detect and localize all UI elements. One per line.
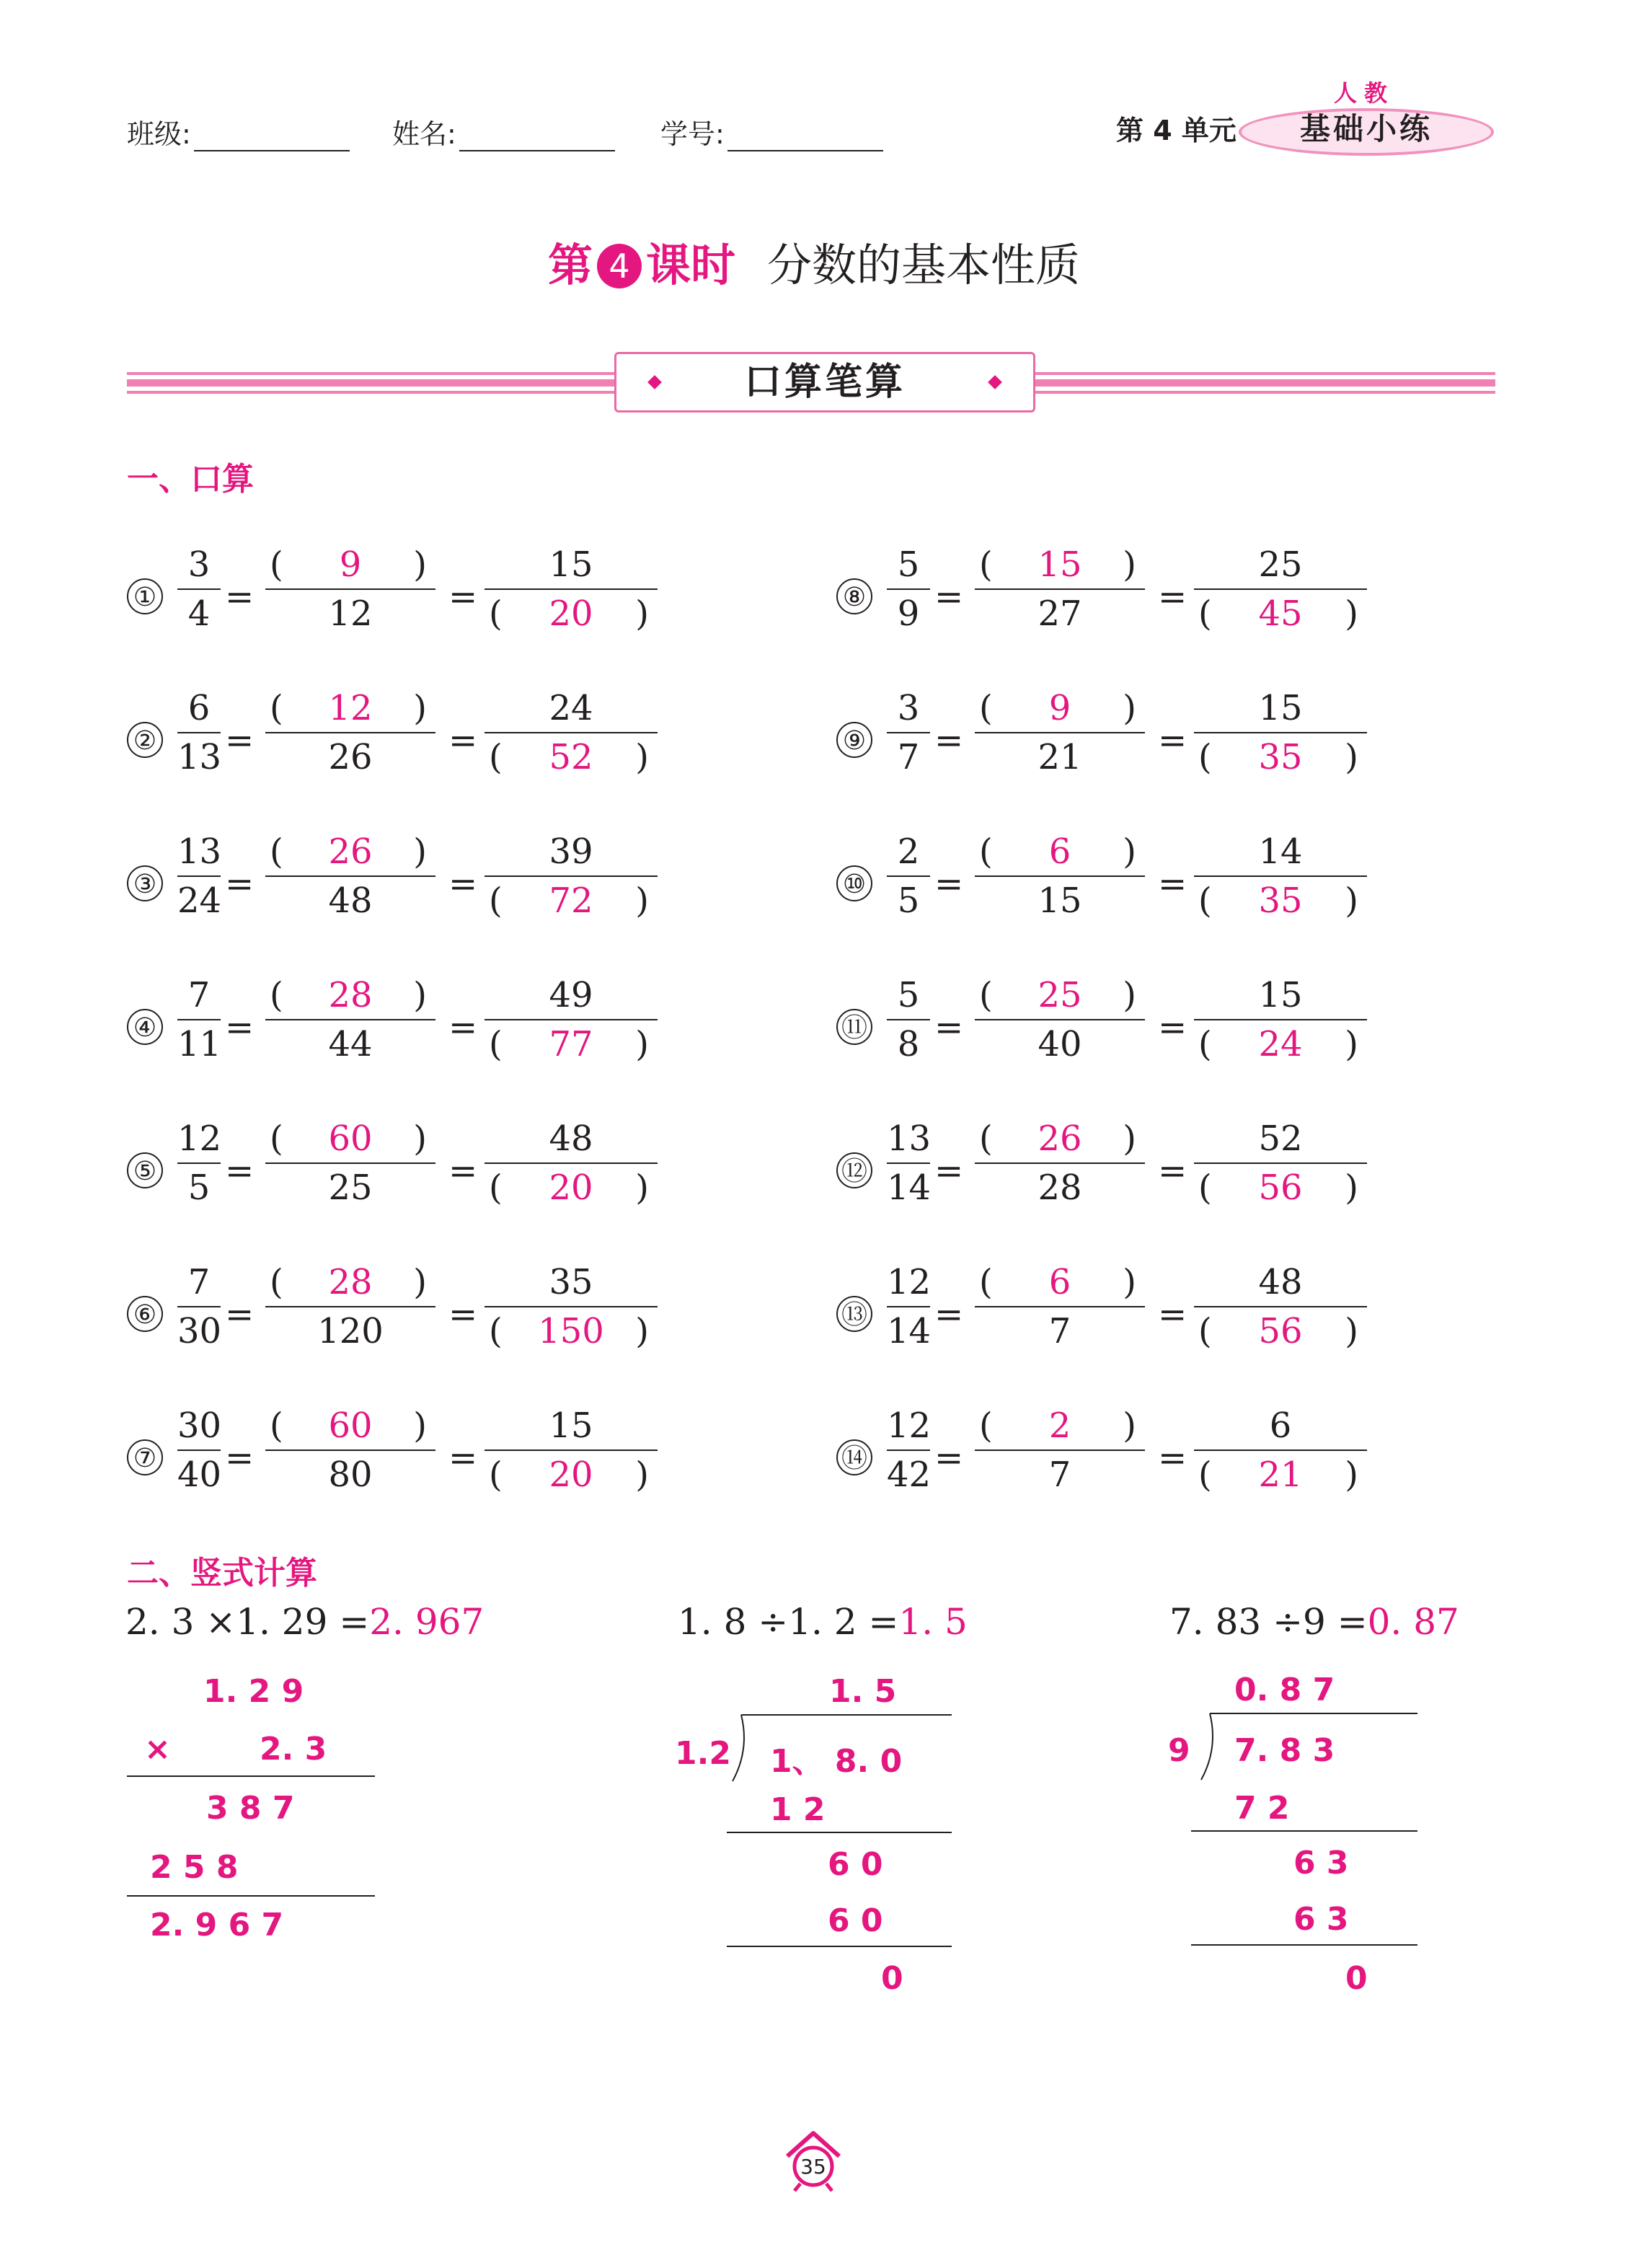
fraction-term: 12 <box>887 1406 932 1446</box>
name-blank[interactable] <box>459 123 615 151</box>
answer-blank[interactable]: 21 <box>1258 1455 1303 1495</box>
calc-row: 3 8 7 <box>206 1790 295 1827</box>
fraction <box>177 541 221 637</box>
fraction: ( 12 ) 26 <box>265 684 435 781</box>
answer-blank[interactable]: 9 <box>1048 688 1071 728</box>
fraction: 15 ( 35 ) <box>1194 684 1367 781</box>
equals-sign: = <box>1158 1438 1187 1478</box>
fraction-term: 25 <box>328 1168 373 1208</box>
divisor: 9 <box>1168 1732 1190 1769</box>
fraction: 6 ( 21 ) <box>1194 1402 1367 1499</box>
equation-13 <box>836 1258 1399 1367</box>
fraction-term: 48 <box>549 1118 593 1159</box>
calc-row: 0. 8 7 <box>1234 1672 1335 1708</box>
fraction <box>887 1258 930 1355</box>
unit-label: 第 4 单元 <box>1116 115 1237 146</box>
fraction-term: 15 <box>1038 881 1082 921</box>
fraction: 48 ( 20 ) <box>485 1115 658 1212</box>
answer-blank[interactable]: 150 <box>538 1311 604 1351</box>
item-number: ⑫ <box>836 1152 872 1188</box>
fraction: ( 9 ) 12 <box>265 541 435 637</box>
answer-blank[interactable]: 15 <box>1038 544 1082 585</box>
fraction: 52 ( 56 ) <box>1194 1115 1367 1212</box>
item-number: ⑦ <box>127 1439 163 1475</box>
dividend: 1、 8. 0 <box>770 1743 903 1780</box>
equation-2 <box>127 684 689 793</box>
fraction-term: 120 <box>317 1311 384 1351</box>
fraction-term: 25 <box>1258 544 1303 585</box>
lesson-number-badge: 4 <box>597 244 642 288</box>
calc-row: 6 0 <box>828 1902 883 1939</box>
calc-row: 0 <box>1345 1960 1368 1997</box>
fraction-term: 30 <box>177 1311 222 1351</box>
equation-7 <box>127 1402 689 1510</box>
fraction: ( 2 ) 7 <box>975 1402 1145 1499</box>
id-blank[interactable] <box>727 123 883 151</box>
answer-blank[interactable]: 20 <box>549 594 593 634</box>
answer: 0. 87 <box>1367 1601 1459 1643</box>
fraction-term: 5 <box>897 881 920 921</box>
vertical-problem-2: 1. 8 ÷1. 2 =1. 5 <box>678 1601 968 1643</box>
fraction: ( 26 ) 48 <box>265 828 435 925</box>
fraction-term: 12 <box>328 594 373 634</box>
fraction: ( 25 ) 40 <box>975 971 1145 1068</box>
fraction-term: 42 <box>887 1455 932 1495</box>
brand-top: 人教 <box>1334 79 1395 107</box>
page-number-badge <box>780 2127 846 2194</box>
fraction: ( 28 ) 44 <box>265 971 435 1068</box>
equals-sign: = <box>225 1007 255 1048</box>
fraction <box>887 1402 930 1499</box>
fraction-term: 48 <box>1258 1262 1303 1302</box>
item-number: ⑤ <box>127 1152 163 1188</box>
answer-blank[interactable]: 6 <box>1048 831 1071 872</box>
fraction <box>177 828 221 925</box>
fraction: 15 ( 20 ) <box>485 1402 658 1499</box>
fraction: ( 6 ) 7 <box>975 1258 1145 1355</box>
calc-row: 2. 9 6 7 <box>150 1907 284 1943</box>
diamond-icon <box>988 375 1002 389</box>
fraction-term: 40 <box>177 1455 222 1495</box>
equals-sign: = <box>1158 577 1187 617</box>
fraction <box>177 971 221 1068</box>
item-number: ① <box>127 578 163 614</box>
item-number: ③ <box>127 865 163 901</box>
fraction-term: 5 <box>897 975 920 1015</box>
calc-row: 6 3 <box>1293 1845 1349 1881</box>
calc-row: 2 5 8 <box>150 1849 239 1886</box>
equals-sign: = <box>448 1438 478 1478</box>
item-number: ④ <box>127 1009 163 1045</box>
answer-blank[interactable]: 77 <box>549 1024 593 1064</box>
answer-blank[interactable]: 45 <box>1258 594 1303 634</box>
equation-14 <box>836 1402 1399 1510</box>
equals-sign: = <box>225 1294 255 1335</box>
fraction <box>177 1258 221 1355</box>
fraction-term: 13 <box>177 737 222 777</box>
fraction-term: 8 <box>897 1024 920 1064</box>
fraction <box>177 684 221 781</box>
answer-blank[interactable]: 72 <box>549 881 593 921</box>
equals-sign: = <box>448 1007 478 1048</box>
equals-sign: = <box>1158 1007 1187 1048</box>
brand-logo: 基础小练 <box>1299 111 1433 146</box>
equals-sign: = <box>1158 1294 1187 1335</box>
equals-sign: = <box>448 1151 478 1191</box>
calc-line <box>127 1775 375 1777</box>
answer-blank[interactable]: 60 <box>328 1118 373 1159</box>
answer-blank[interactable]: 20 <box>549 1168 593 1208</box>
answer-blank[interactable]: 28 <box>328 1262 373 1302</box>
calc-line <box>1191 1944 1417 1946</box>
fraction-term: 39 <box>549 831 593 872</box>
equals-sign: = <box>934 720 964 761</box>
fraction-term: 13 <box>177 831 222 872</box>
fraction: ( 15 ) 27 <box>975 541 1145 637</box>
equation-8 <box>836 541 1399 649</box>
answer-blank[interactable]: 24 <box>1258 1024 1303 1064</box>
answer-blank[interactable]: 25 <box>1038 975 1082 1015</box>
diamond-icon <box>647 375 662 389</box>
name-field: 姓名: <box>392 112 615 151</box>
fraction-term: 15 <box>549 1406 593 1446</box>
fraction: ( 26 ) 28 <box>975 1115 1145 1212</box>
fraction-term: 3 <box>897 688 920 728</box>
fraction-term: 6 <box>1269 1406 1292 1446</box>
section-title-vertical: 二、竖式计算 <box>127 1555 317 1592</box>
fraction-term: 30 <box>177 1406 222 1446</box>
equals-sign: = <box>1158 720 1187 761</box>
id-field: 学号: <box>660 112 883 151</box>
equals-sign: = <box>934 1294 964 1335</box>
equals-sign: = <box>934 1151 964 1191</box>
fraction-term: 12 <box>887 1262 932 1302</box>
answer: 1. 5 <box>898 1601 968 1643</box>
fraction: 48 ( 56 ) <box>1194 1258 1367 1355</box>
calc-row: 1. 5 <box>829 1673 897 1710</box>
item-number: ⑪ <box>836 1009 872 1045</box>
fraction-term: 14 <box>887 1311 932 1351</box>
class-field: 班级: <box>127 112 350 151</box>
equation-6 <box>127 1258 689 1367</box>
equals-sign: = <box>448 577 478 617</box>
fraction: ( 6 ) 15 <box>975 828 1145 925</box>
page-number: 35 <box>800 2155 826 2179</box>
equation-11 <box>836 971 1399 1080</box>
equation-1 <box>127 541 689 649</box>
answer-blank[interactable]: 60 <box>328 1406 373 1446</box>
fraction-term: 48 <box>328 881 373 921</box>
fraction-term: 52 <box>1258 1118 1303 1159</box>
lesson-subtitle: 分数的基本性质 <box>767 239 1081 291</box>
item-number: ⑨ <box>836 722 872 758</box>
fraction-term: 7 <box>1048 1311 1071 1351</box>
fraction-term: 2 <box>897 831 920 872</box>
equals-sign: = <box>225 1438 255 1478</box>
fraction: 24 ( 52 ) <box>485 684 658 781</box>
fraction-term: 40 <box>1038 1024 1082 1064</box>
section-banner: 口算笔算 <box>614 352 1035 412</box>
calc-line <box>127 1895 375 1897</box>
calc-row: 6 0 <box>828 1846 883 1883</box>
fraction-term: 5 <box>897 544 920 585</box>
equals-sign: = <box>225 720 255 761</box>
vertical-problem-1: 2. 3 ×1. 29 =2. 967 <box>125 1601 485 1643</box>
equals-sign: = <box>225 864 255 904</box>
equals-sign: = <box>934 1007 964 1048</box>
answer-blank[interactable]: 35 <box>1258 737 1303 777</box>
fraction-term: 15 <box>1258 975 1303 1015</box>
fraction <box>177 1402 221 1499</box>
equation-10 <box>836 828 1399 936</box>
section-title-oral: 一、口算 <box>127 461 254 498</box>
fraction <box>887 541 930 637</box>
fraction-term: 7 <box>897 737 920 777</box>
answer-blank[interactable]: 12 <box>328 688 373 728</box>
calc-row: 1 2 <box>770 1791 826 1828</box>
item-number: ⑧ <box>836 578 872 614</box>
fraction-term: 5 <box>187 1168 211 1208</box>
fraction <box>177 1115 221 1212</box>
fraction-term: 4 <box>187 594 211 634</box>
fraction-term: 12 <box>177 1118 222 1159</box>
equation-4 <box>127 971 689 1080</box>
equals-sign: = <box>934 577 964 617</box>
fraction-term: 7 <box>187 975 211 1015</box>
fraction: 14 ( 35 ) <box>1194 828 1367 925</box>
item-number: ⑭ <box>836 1439 872 1475</box>
fraction-term: 7 <box>1048 1455 1071 1495</box>
equation-5 <box>127 1115 689 1223</box>
fraction-term: 21 <box>1038 737 1082 777</box>
fraction-term: 24 <box>177 881 222 921</box>
calc-row: 2. 3 <box>260 1731 327 1768</box>
answer-blank[interactable]: 26 <box>1038 1118 1082 1159</box>
answer-blank[interactable]: 20 <box>549 1455 593 1495</box>
fraction: ( 9 ) 21 <box>975 684 1145 781</box>
fraction-term: 15 <box>1258 688 1303 728</box>
item-number: ⑥ <box>127 1296 163 1332</box>
fraction-term: 9 <box>897 594 920 634</box>
fraction-term: 11 <box>177 1024 222 1064</box>
equals-sign: = <box>1158 864 1187 904</box>
calc-row: 6 3 <box>1293 1901 1349 1938</box>
equation-12 <box>836 1115 1399 1223</box>
fraction <box>887 684 930 781</box>
calc-line <box>727 1832 952 1833</box>
fraction-term: 15 <box>549 544 593 585</box>
calc-row: 0 <box>881 1960 903 1997</box>
answer-blank[interactable]: 56 <box>1258 1311 1303 1351</box>
equals-sign: = <box>1158 1151 1187 1191</box>
fraction-term: 24 <box>549 688 593 728</box>
fraction: ( 60 ) 25 <box>265 1115 435 1212</box>
answer-blank[interactable]: 35 <box>1258 881 1303 921</box>
fraction-term: 26 <box>328 737 373 777</box>
fraction: 49 ( 77 ) <box>485 971 658 1068</box>
item-number: ⑬ <box>836 1296 872 1332</box>
answer-blank[interactable]: 6 <box>1048 1262 1071 1302</box>
fraction: 35 ( 150 ) <box>485 1258 658 1355</box>
equals-sign: = <box>448 864 478 904</box>
fraction: 25 ( 45 ) <box>1194 541 1367 637</box>
answer-blank[interactable]: 9 <box>339 544 362 585</box>
fraction: ( 60 ) 80 <box>265 1402 435 1499</box>
answer-blank[interactable]: 28 <box>328 975 373 1015</box>
fraction-term: 44 <box>328 1024 373 1064</box>
fraction-term: 35 <box>549 1262 593 1302</box>
class-blank[interactable] <box>194 123 350 151</box>
item-number: ② <box>127 722 163 758</box>
equals-sign: = <box>448 720 478 761</box>
fraction-term: 49 <box>549 975 593 1015</box>
answer-blank[interactable]: 26 <box>328 831 373 872</box>
fraction <box>887 971 930 1068</box>
fraction-term: 80 <box>328 1455 373 1495</box>
answer-blank[interactable]: 56 <box>1258 1168 1303 1208</box>
calc-row: 1. 2 9 <box>203 1673 304 1710</box>
equation-9 <box>836 684 1399 793</box>
fraction: 15 ( 20 ) <box>485 541 658 637</box>
calc-line <box>727 1946 952 1947</box>
fraction-term: 3 <box>187 544 211 585</box>
equals-sign: = <box>448 1294 478 1335</box>
fraction: 39 ( 72 ) <box>485 828 658 925</box>
answer-blank[interactable]: 52 <box>549 737 593 777</box>
fraction-term: 13 <box>887 1118 932 1159</box>
equals-sign: = <box>934 1438 964 1478</box>
fraction: 15 ( 24 ) <box>1194 971 1367 1068</box>
fraction: ( 28 ) 120 <box>265 1258 435 1355</box>
fraction-term: 27 <box>1038 594 1082 634</box>
equals-sign: = <box>934 864 964 904</box>
equals-sign: = <box>225 1151 255 1191</box>
fraction <box>887 1115 930 1212</box>
fraction-term: 14 <box>887 1168 932 1208</box>
dividend: 7. 8 3 <box>1234 1732 1335 1769</box>
fraction <box>887 828 930 925</box>
calc-line <box>1191 1830 1417 1832</box>
fraction-term: 7 <box>187 1262 211 1302</box>
answer: 2. 967 <box>369 1601 485 1643</box>
fraction-term: 28 <box>1038 1168 1082 1208</box>
page-title: 第 4 课时 分数的基本性质 <box>547 239 1081 291</box>
fraction-term: 14 <box>1258 831 1303 872</box>
equals-sign: = <box>225 577 255 617</box>
divisor: 1.2 <box>675 1735 731 1772</box>
fraction-term: 6 <box>187 688 211 728</box>
vertical-problem-3: 7. 83 ÷9 =0. 87 <box>1169 1601 1459 1643</box>
item-number: ⑩ <box>836 865 872 901</box>
answer-blank[interactable]: 2 <box>1048 1406 1071 1446</box>
calc-row: 7 2 <box>1234 1790 1290 1827</box>
equation-3 <box>127 828 689 936</box>
times-sign: × <box>144 1731 171 1768</box>
